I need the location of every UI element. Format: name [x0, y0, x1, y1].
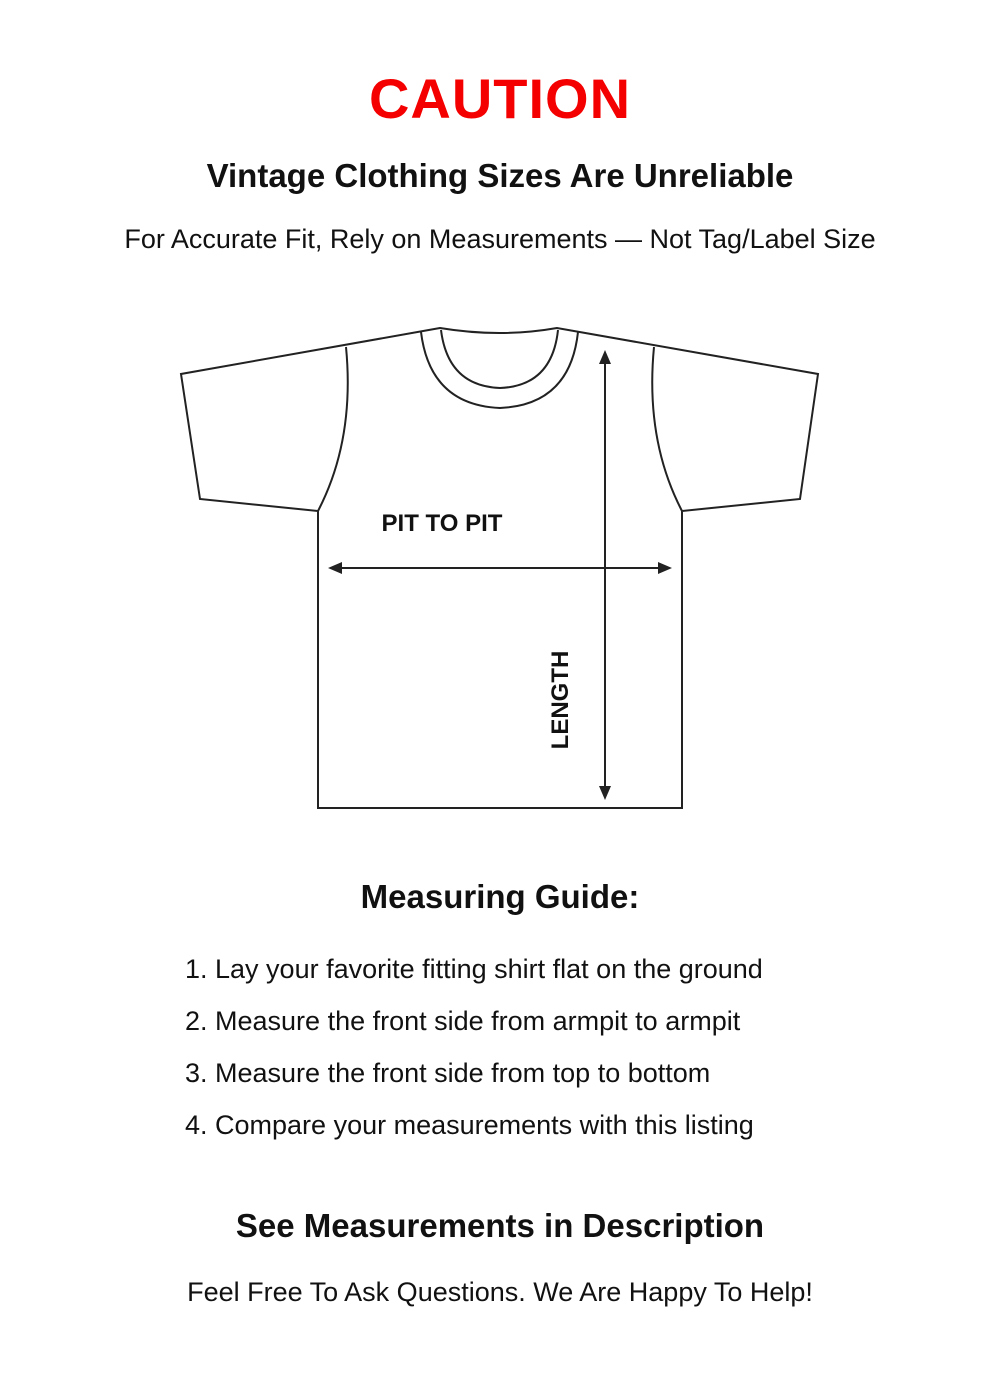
step-item: 1. Lay your favorite fitting shirt flat on the ground: [185, 954, 763, 984]
pit-to-pit-label: PIT TO PIT: [381, 510, 503, 537]
left-armhole: [318, 347, 348, 511]
measuring-steps: [185, 954, 763, 1162]
help-note: Feel Free To Ask Questions. We Are Happy To Help!: [187, 1277, 813, 1307]
collar-inner: [441, 330, 558, 388]
step-item: 2. Measure the front side from armpit to armpit: [185, 1006, 741, 1036]
see-measurements-heading: See Measurements in Description: [235, 1207, 765, 1244]
measurement-note: For Accurate Fit, Rely on Measurements — Not Tag/Label Size: [124, 224, 876, 254]
length-label: LENGTH: [547, 650, 574, 750]
caution-heading: CAUTION: [368, 67, 632, 130]
measuring-guide-title: Measuring Guide:: [360, 878, 640, 915]
step-item: 3. Measure the front side from top to bottom: [185, 1058, 711, 1088]
subtitle: Vintage Clothing Sizes Are Unreliable: [206, 157, 794, 194]
step-item: 4. Compare your measurements with this listing: [185, 1110, 754, 1140]
right-armhole: [652, 347, 682, 511]
